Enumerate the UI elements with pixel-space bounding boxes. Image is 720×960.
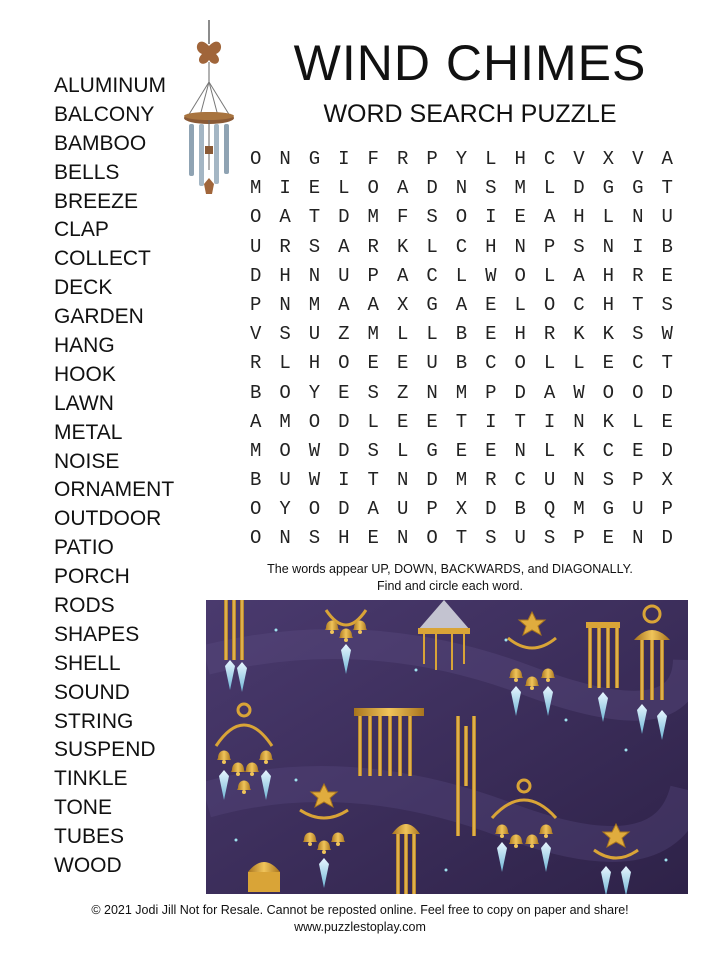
grid-letter: O <box>279 439 291 462</box>
instructions <box>240 561 660 595</box>
grid-letter: E <box>602 352 615 375</box>
word-list-item: SUSPEND <box>54 738 156 762</box>
grid-letter: E <box>632 439 644 462</box>
grid-letter: C <box>426 264 438 287</box>
grid-letter: O <box>426 527 438 550</box>
word-list-item: NOISE <box>54 449 120 473</box>
grid-letter: E <box>661 264 673 287</box>
grid-letter: W <box>485 264 497 287</box>
grid-letter: A <box>367 498 379 521</box>
grid-letter: A <box>367 293 379 316</box>
grid-letter: D <box>573 177 585 200</box>
grid-letter: U <box>249 235 262 258</box>
grid-letter: C <box>573 293 585 316</box>
word-list-item: PATIO <box>54 536 114 560</box>
grid-letter: D <box>485 498 497 521</box>
grid-letter: P <box>367 264 379 287</box>
grid-letter: A <box>249 410 262 433</box>
grid-letter: D <box>338 206 350 229</box>
grid-letter: K <box>573 439 585 462</box>
grid-letter: H <box>602 293 615 316</box>
grid-letter: U <box>338 264 350 287</box>
grid-letter: Y <box>308 381 321 404</box>
grid-letter: H <box>514 323 526 346</box>
grid-letter: T <box>455 527 468 550</box>
grid-letter: W <box>661 323 673 346</box>
grid-letter: B <box>249 381 262 404</box>
grid-letter: S <box>367 381 379 404</box>
grid-letter: P <box>485 381 497 404</box>
grid-letter: M <box>367 323 379 346</box>
grid-letter: E <box>308 177 321 200</box>
word-list-item: BREEZE <box>54 189 139 213</box>
grid-letter: C <box>602 439 615 462</box>
grid-letter: B <box>455 352 468 375</box>
grid-letter: L <box>632 410 644 433</box>
grid-letter: O <box>367 177 379 200</box>
grid-letter: E <box>367 527 379 550</box>
grid-letter: H <box>338 527 350 550</box>
grid-letter: Z <box>338 323 350 346</box>
grid-letter: M <box>367 206 379 229</box>
grid-letter: G <box>426 439 438 462</box>
grid-letter: M <box>455 469 468 492</box>
grid-letter: M <box>514 177 526 200</box>
grid-letter: C <box>514 469 526 492</box>
grid-letter: E <box>396 352 409 375</box>
grid-letter: L <box>338 177 350 200</box>
grid-letter: F <box>367 148 379 170</box>
grid-letter: P <box>426 498 438 521</box>
grid-letter: P <box>543 235 556 258</box>
grid-letter: E <box>455 439 468 462</box>
grid-letter: V <box>632 148 644 170</box>
grid-letter: H <box>279 264 291 287</box>
grid-letter: H <box>485 235 497 258</box>
grid-letter: R <box>485 469 497 492</box>
grid-letter: N <box>396 469 409 492</box>
word-list-item: SOUND <box>54 680 130 704</box>
grid-letter: S <box>602 469 615 492</box>
grid-letter: B <box>514 498 526 521</box>
word-list-item: GARDEN <box>54 305 144 329</box>
grid-letter: A <box>543 381 556 404</box>
grid-letter: U <box>543 469 556 492</box>
grid-letter: A <box>338 293 350 316</box>
grid-letter: G <box>426 293 438 316</box>
word-list-item: COLLECT <box>54 247 151 271</box>
grid-letter: A <box>543 206 556 229</box>
grid-letter: N <box>632 206 644 229</box>
grid-letter: S <box>308 235 321 258</box>
grid-letter: O <box>602 381 615 404</box>
grid-letter: M <box>573 498 585 521</box>
grid-letter: I <box>485 206 497 229</box>
grid-letter: N <box>573 410 585 433</box>
grid-letter: M <box>249 177 262 200</box>
grid-letter: V <box>573 148 585 170</box>
grid-letter: X <box>602 148 615 170</box>
grid-letter: L <box>279 352 291 375</box>
grid-letter: N <box>279 527 291 550</box>
grid-letter: O <box>308 498 321 521</box>
grid-letter: I <box>632 235 644 258</box>
grid-letter: P <box>426 148 438 170</box>
word-list-item: SHELL <box>54 651 121 675</box>
grid-letter: O <box>249 498 262 521</box>
grid-letter: C <box>455 235 468 258</box>
grid-letter: E <box>485 439 497 462</box>
grid-letter: D <box>661 439 673 462</box>
grid-letter: Y <box>279 498 291 521</box>
word-list-item: SHAPES <box>54 622 140 646</box>
grid-letter: L <box>602 206 615 229</box>
grid-letter: N <box>279 148 291 170</box>
grid-letter: S <box>485 177 497 200</box>
grid-letter: B <box>249 469 262 492</box>
grid-letter: O <box>279 381 291 404</box>
grid-letter: A <box>338 235 350 258</box>
grid-letter: D <box>249 264 262 287</box>
grid-letter: A <box>455 293 468 316</box>
grid-letter: O <box>249 527 262 550</box>
grid-letter: X <box>661 469 673 492</box>
grid-letter: U <box>426 352 438 375</box>
grid-letter: I <box>338 148 350 170</box>
grid-letter: U <box>396 498 409 521</box>
instructions-line-2: Find and circle each word. <box>377 579 523 593</box>
grid-letter: M <box>279 410 291 433</box>
grid-letter: R <box>632 264 644 287</box>
grid-letter: G <box>308 148 321 170</box>
word-list <box>54 72 174 881</box>
grid-letter: N <box>308 264 321 287</box>
grid-letter: U <box>279 469 291 492</box>
grid-letter: D <box>661 381 673 404</box>
grid-letter: D <box>514 381 526 404</box>
grid-letter: E <box>396 410 409 433</box>
word-list-item: WOOD <box>54 854 122 878</box>
grid-letter: L <box>573 352 585 375</box>
grid-letter: L <box>485 148 497 170</box>
grid-letter: S <box>367 439 379 462</box>
website-url: www.puzzlestoplay.com <box>294 920 426 934</box>
grid-letter: S <box>426 206 438 229</box>
grid-letter: S <box>485 527 497 550</box>
grid-letter: L <box>543 264 556 287</box>
grid-letter: A <box>573 264 585 287</box>
grid-letter: M <box>455 381 468 404</box>
copyright-notice: © 2021 Jodi Jill Not for Resale. Cannot be reposted online. Feel free to copy on paper and share! <box>91 903 629 917</box>
grid-letter: D <box>338 498 350 521</box>
grid-letter: O <box>543 293 556 316</box>
grid-letter: O <box>514 352 526 375</box>
word-list-item: BALCONY <box>54 102 155 126</box>
letter-grid <box>241 145 682 554</box>
grid-letter: C <box>485 352 497 375</box>
word-list-item: CLAP <box>54 218 109 242</box>
grid-letter: G <box>602 177 615 200</box>
grid-letter: B <box>455 323 468 346</box>
grid-letter: O <box>308 410 321 433</box>
word-list-item: METAL <box>54 420 123 444</box>
grid-letter: X <box>455 498 468 521</box>
grid-letter: I <box>543 410 556 433</box>
grid-letter: W <box>308 469 321 492</box>
grid-letter: K <box>602 323 615 346</box>
grid-letter: T <box>308 206 321 229</box>
word-list-item: TONE <box>54 796 112 820</box>
grid-letter: E <box>514 206 526 229</box>
grid-letter: D <box>661 527 673 550</box>
grid-letter: T <box>455 410 468 433</box>
grid-letter: U <box>632 498 644 521</box>
grid-letter: E <box>602 527 615 550</box>
grid-letter: D <box>338 410 350 433</box>
grid-letter: O <box>249 206 262 229</box>
grid-letter: U <box>661 206 673 229</box>
grid-letter: N <box>602 235 615 258</box>
grid-letter: L <box>514 293 526 316</box>
grid-letter: T <box>514 410 526 433</box>
grid-letter: U <box>514 527 526 550</box>
grid-letter: E <box>338 381 350 404</box>
grid-letter: G <box>632 177 644 200</box>
grid-letter: H <box>602 264 615 287</box>
grid-letter: S <box>573 235 585 258</box>
grid-letter: P <box>661 498 673 521</box>
page-subtitle: WORD SEARCH PUZZLE <box>323 100 617 128</box>
grid-letter: E <box>426 410 438 433</box>
grid-letter: L <box>543 439 556 462</box>
grid-letter: S <box>279 323 291 346</box>
wind-chime-icon <box>180 20 238 202</box>
grid-letter: Y <box>455 148 468 170</box>
grid-letter: E <box>661 410 673 433</box>
grid-letter: T <box>661 352 673 375</box>
grid-letter: I <box>279 177 291 200</box>
grid-letter: N <box>573 469 585 492</box>
grid-letter: S <box>632 323 644 346</box>
grid-letter: L <box>426 235 438 258</box>
footer <box>0 902 720 936</box>
page-title: WIND CHIMES <box>293 35 647 91</box>
grid-letter: D <box>426 177 438 200</box>
grid-letter: F <box>396 206 409 229</box>
instructions-line-1: The words appear UP, DOWN, BACKWARDS, and DIAGONALLY. <box>267 562 633 576</box>
grid-letter: H <box>514 148 526 170</box>
grid-letter: G <box>602 498 615 521</box>
word-list-item: BAMBOO <box>54 131 147 155</box>
grid-letter: E <box>367 352 379 375</box>
grid-letter: S <box>661 293 673 316</box>
grid-letter: I <box>485 410 497 433</box>
grid-letter: Z <box>396 381 409 404</box>
grid-letter: P <box>632 469 644 492</box>
word-list-item: HANG <box>54 334 115 358</box>
grid-letter: I <box>338 469 350 492</box>
grid-letter: K <box>602 410 615 433</box>
grid-letter: O <box>249 148 262 170</box>
grid-letter: S <box>543 527 556 550</box>
grid-letter: O <box>338 352 350 375</box>
grid-letter: V <box>249 323 262 346</box>
word-list-item: BELLS <box>54 160 120 184</box>
grid-letter: A <box>661 148 673 170</box>
word-list-item: DECK <box>54 276 113 300</box>
grid-letter: R <box>249 352 262 375</box>
word-list-item: HOOK <box>54 362 116 386</box>
grid-letter: L <box>455 264 468 287</box>
grid-letter: A <box>396 177 409 200</box>
grid-letter: R <box>279 235 291 258</box>
grid-letter: H <box>573 206 585 229</box>
word-list-item: TUBES <box>54 825 125 849</box>
grid-letter: A <box>396 264 409 287</box>
grid-letter: Q <box>543 498 556 521</box>
grid-letter: E <box>485 293 497 316</box>
grid-letter: U <box>308 323 321 346</box>
grid-letter: P <box>249 293 262 316</box>
grid-letter: D <box>426 469 438 492</box>
grid-letter: N <box>514 439 526 462</box>
grid-letter: T <box>367 469 379 492</box>
grid-letter: L <box>396 323 409 346</box>
grid-letter: T <box>661 177 673 200</box>
grid-letter: A <box>279 206 291 229</box>
grid-letter: H <box>308 352 321 375</box>
grid-letter: P <box>573 527 585 550</box>
grid-letter: W <box>308 439 321 462</box>
grid-letter: N <box>455 177 468 200</box>
wind-chimes-illustration <box>206 600 688 894</box>
word-list-item: TINKLE <box>54 767 128 791</box>
word-list-item: RODS <box>54 594 115 618</box>
grid-letter: O <box>455 206 468 229</box>
grid-letter: M <box>308 293 321 316</box>
word-list-item: ALUMINUM <box>54 74 167 97</box>
grid-letter: B <box>661 235 673 258</box>
grid-letter: L <box>543 352 556 375</box>
grid-letter: W <box>573 381 585 404</box>
grid-letter: L <box>367 410 379 433</box>
grid-letter: C <box>543 148 556 170</box>
grid-letter: T <box>632 293 644 316</box>
word-list-item: ORNAMENT <box>54 478 175 502</box>
word-list-item: PORCH <box>54 565 130 589</box>
grid-letter: O <box>514 264 526 287</box>
grid-letter: E <box>485 323 497 346</box>
grid-letter: K <box>573 323 585 346</box>
grid-letter: D <box>338 439 350 462</box>
grid-letter: N <box>632 527 644 550</box>
grid-letter: M <box>249 439 262 462</box>
word-list-item: LAWN <box>54 391 114 415</box>
grid-letter: K <box>396 235 409 258</box>
grid-letter: R <box>396 148 409 170</box>
grid-letter: S <box>308 527 321 550</box>
grid-letter: L <box>426 323 438 346</box>
grid-letter: N <box>426 381 438 404</box>
grid-letter: R <box>543 323 556 346</box>
grid-letter: N <box>514 235 526 258</box>
grid-letter: L <box>396 439 409 462</box>
grid-letter: L <box>543 177 556 200</box>
word-list-item: OUTDOOR <box>54 507 162 531</box>
word-list-item: STRING <box>54 709 134 733</box>
grid-letter: N <box>279 293 291 316</box>
grid-letter: R <box>367 235 379 258</box>
grid-letter: N <box>396 527 409 550</box>
grid-letter: C <box>632 352 644 375</box>
grid-letter: X <box>396 293 409 316</box>
grid-letter: O <box>632 381 644 404</box>
